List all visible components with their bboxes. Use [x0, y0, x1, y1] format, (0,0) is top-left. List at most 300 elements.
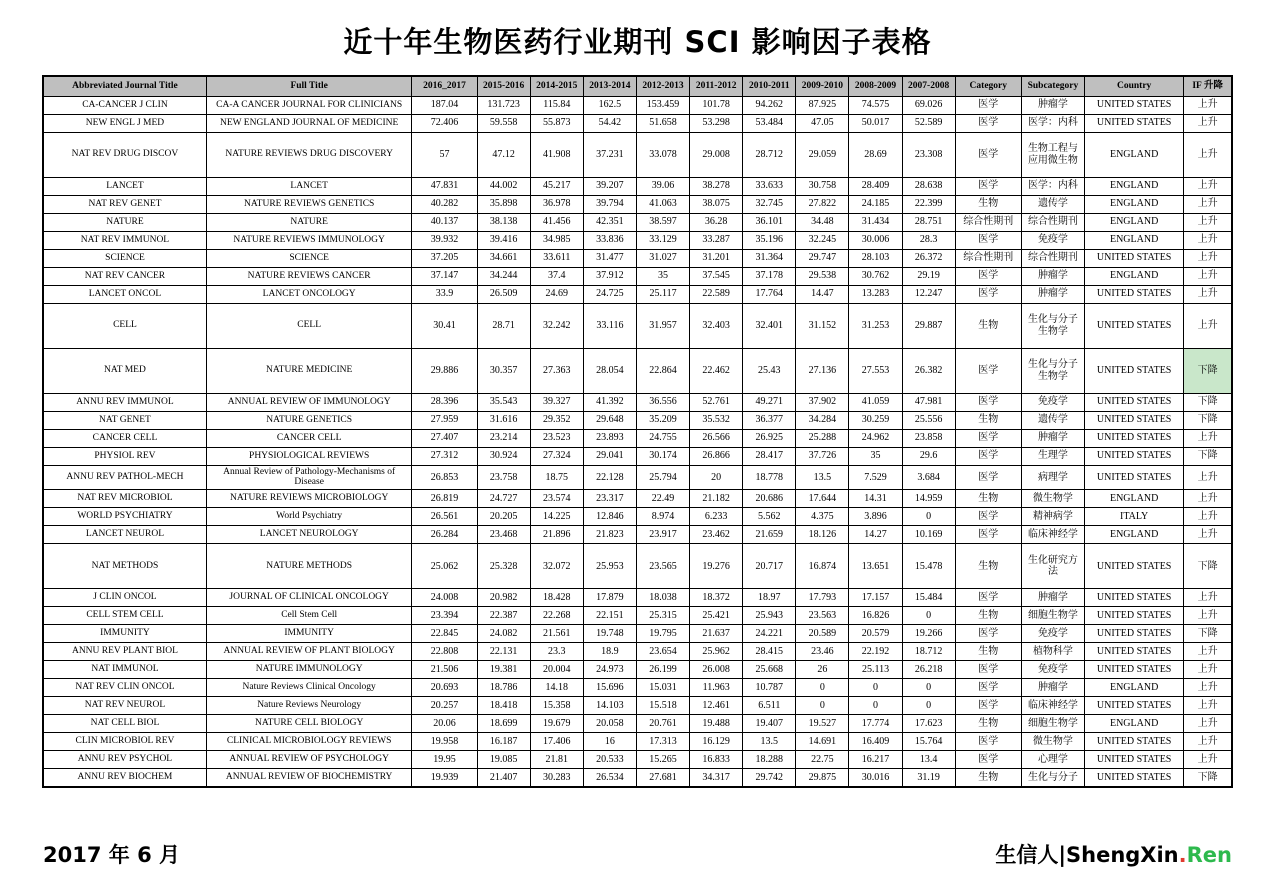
column-header: Country — [1085, 76, 1184, 96]
if-value-cell: 35.532 — [690, 411, 743, 429]
if-value-cell: 19.085 — [477, 751, 530, 769]
column-header: 2007-2008 — [902, 76, 955, 96]
subcategory-cell: 植物科学 — [1021, 643, 1084, 661]
if-value-cell: 27.407 — [412, 429, 477, 447]
brand-green: Ren — [1186, 843, 1232, 867]
journal-full-title-cell: Annual Review of Pathology-Mechanisms of Disease — [206, 465, 412, 490]
subcategory-cell: 心理学 — [1021, 751, 1084, 769]
journal-abbr-cell: NAT GENET — [43, 411, 206, 429]
if-value-cell: 14.225 — [530, 508, 583, 526]
if-value-cell: 22.387 — [477, 607, 530, 625]
table-row — [43, 411, 1232, 429]
if-value-cell: 17.406 — [530, 733, 583, 751]
journal-abbr-cell: CA-CANCER J CLIN — [43, 96, 206, 114]
if-value-cell: 23.394 — [412, 607, 477, 625]
table-row — [43, 697, 1232, 715]
if-value-cell: 33.9 — [412, 285, 477, 303]
if-value-cell: 39.794 — [583, 195, 636, 213]
if-value-cell: 37.912 — [583, 267, 636, 285]
brand-text — [995, 839, 1232, 869]
if-value-cell: 23.574 — [530, 490, 583, 508]
subcategory-cell: 生化与分子生物学 — [1021, 348, 1084, 393]
subcategory-cell: 生化与分子生物学 — [1021, 303, 1084, 348]
journal-abbr-cell: CELL STEM CELL — [43, 607, 206, 625]
if-value-cell: 51.658 — [636, 114, 689, 132]
if-value-cell: 18.786 — [477, 679, 530, 697]
if-value-cell: 20.205 — [477, 508, 530, 526]
subcategory-cell: 免疫学 — [1021, 661, 1084, 679]
if-value-cell: 25.962 — [690, 643, 743, 661]
if-value-cell: 19.276 — [690, 544, 743, 589]
if-value-cell: 23.46 — [796, 643, 849, 661]
if-value-cell: 19.958 — [412, 733, 477, 751]
if-value-cell: 22.49 — [636, 490, 689, 508]
column-header: 2015-2016 — [477, 76, 530, 96]
table-row — [43, 303, 1232, 348]
if-trend-cell: 下降 — [1184, 544, 1232, 589]
if-value-cell: 19.939 — [412, 769, 477, 787]
if-value-cell: 31.19 — [902, 769, 955, 787]
table-row — [43, 733, 1232, 751]
if-value-cell: 22.151 — [583, 607, 636, 625]
journal-full-title-cell: NATURE IMMUNOLOGY — [206, 661, 412, 679]
if-trend-cell: 上升 — [1184, 177, 1232, 195]
if-trend-cell: 上升 — [1184, 607, 1232, 625]
if-value-cell: 28.69 — [849, 132, 902, 177]
if-value-cell: 18.712 — [902, 643, 955, 661]
if-trend-cell: 上升 — [1184, 508, 1232, 526]
if-value-cell: 13.5 — [743, 733, 796, 751]
if-value-cell: 23.3 — [530, 643, 583, 661]
if-value-cell: 40.282 — [412, 195, 477, 213]
country-cell: UNITED STATES — [1085, 285, 1184, 303]
journal-full-title-cell: NATURE REVIEWS IMMUNOLOGY — [206, 231, 412, 249]
table-row — [43, 231, 1232, 249]
country-cell: UNITED STATES — [1085, 661, 1184, 679]
if-value-cell: 31.434 — [849, 213, 902, 231]
subcategory-cell: 病理学 — [1021, 465, 1084, 490]
journal-abbr-cell: NAT REV NEUROL — [43, 697, 206, 715]
if-value-cell: 27.959 — [412, 411, 477, 429]
if-value-cell: 29.19 — [902, 267, 955, 285]
country-cell: ENGLAND — [1085, 679, 1184, 697]
if-value-cell: 22.864 — [636, 348, 689, 393]
if-value-cell: 33.116 — [583, 303, 636, 348]
country-cell: UNITED STATES — [1085, 625, 1184, 643]
country-cell: UNITED STATES — [1085, 544, 1184, 589]
category-cell: 综合性期刊 — [955, 213, 1021, 231]
country-cell: UNITED STATES — [1085, 114, 1184, 132]
table-row — [43, 393, 1232, 411]
subcategory-cell: 综合性期刊 — [1021, 249, 1084, 267]
column-header: 2011-2012 — [690, 76, 743, 96]
if-value-cell: 6.511 — [743, 697, 796, 715]
table-row — [43, 132, 1232, 177]
if-value-cell: 47.05 — [796, 114, 849, 132]
journal-full-title-cell: LANCET NEUROLOGY — [206, 526, 412, 544]
if-value-cell: 22.462 — [690, 348, 743, 393]
if-value-cell: 21.637 — [690, 625, 743, 643]
if-trend-cell: 下降 — [1184, 769, 1232, 787]
if-value-cell: 3.684 — [902, 465, 955, 490]
column-header: IF 升降 — [1184, 76, 1232, 96]
if-value-cell: 24.755 — [636, 429, 689, 447]
if-value-cell: 27.363 — [530, 348, 583, 393]
if-value-cell: 21.823 — [583, 526, 636, 544]
country-cell: ENGLAND — [1085, 490, 1184, 508]
journal-full-title-cell: NEW ENGLAND JOURNAL OF MEDICINE — [206, 114, 412, 132]
if-value-cell: 47.831 — [412, 177, 477, 195]
subcategory-cell: 精神病学 — [1021, 508, 1084, 526]
table-row — [43, 249, 1232, 267]
subcategory-cell: 肿瘤学 — [1021, 679, 1084, 697]
if-value-cell: 0 — [849, 697, 902, 715]
if-value-cell: 10.169 — [902, 526, 955, 544]
journal-abbr-cell: NAT METHODS — [43, 544, 206, 589]
if-value-cell: 28.054 — [583, 348, 636, 393]
if-value-cell: 28.751 — [902, 213, 955, 231]
if-value-cell: 27.681 — [636, 769, 689, 787]
if-value-cell: 12.846 — [583, 508, 636, 526]
if-value-cell: 20.717 — [743, 544, 796, 589]
category-cell: 生物 — [955, 607, 1021, 625]
if-value-cell: 32.242 — [530, 303, 583, 348]
category-cell: 医学 — [955, 526, 1021, 544]
category-cell: 医学 — [955, 177, 1021, 195]
if-value-cell: 16 — [583, 733, 636, 751]
if-value-cell: 28.71 — [477, 303, 530, 348]
journal-full-title-cell: NATURE MEDICINE — [206, 348, 412, 393]
if-trend-cell: 上升 — [1184, 114, 1232, 132]
if-value-cell: 13.4 — [902, 751, 955, 769]
header-row — [43, 76, 1232, 96]
if-value-cell: 35.196 — [743, 231, 796, 249]
journal-full-title-cell: Cell Stem Cell — [206, 607, 412, 625]
journal-abbr-cell: SCIENCE — [43, 249, 206, 267]
if-value-cell: 39.416 — [477, 231, 530, 249]
if-value-cell: 14.959 — [902, 490, 955, 508]
subcategory-cell: 综合性期刊 — [1021, 213, 1084, 231]
if-value-cell: 19.381 — [477, 661, 530, 679]
journal-full-title-cell: Nature Reviews Neurology — [206, 697, 412, 715]
category-cell: 医学 — [955, 429, 1021, 447]
table-row — [43, 544, 1232, 589]
if-value-cell: 53.484 — [743, 114, 796, 132]
if-value-cell: 30.259 — [849, 411, 902, 429]
journal-abbr-cell: NAT CELL BIOL — [43, 715, 206, 733]
if-value-cell: 26.284 — [412, 526, 477, 544]
subcategory-cell: 医学：内科 — [1021, 114, 1084, 132]
if-value-cell: 21.561 — [530, 625, 583, 643]
if-value-cell: 54.42 — [583, 114, 636, 132]
subcategory-cell: 肿瘤学 — [1021, 285, 1084, 303]
if-value-cell: 39.06 — [636, 177, 689, 195]
journal-abbr-cell: PHYSIOL REV — [43, 447, 206, 465]
if-value-cell: 16.409 — [849, 733, 902, 751]
if-value-cell: 115.84 — [530, 96, 583, 114]
if-value-cell: 33.078 — [636, 132, 689, 177]
country-cell: ENGLAND — [1085, 132, 1184, 177]
if-trend-cell: 上升 — [1184, 715, 1232, 733]
if-value-cell: 37.545 — [690, 267, 743, 285]
if-value-cell: 10.787 — [743, 679, 796, 697]
if-trend-cell: 上升 — [1184, 589, 1232, 607]
if-value-cell: 14.47 — [796, 285, 849, 303]
if-value-cell: 28.638 — [902, 177, 955, 195]
if-value-cell: 36.28 — [690, 213, 743, 231]
if-value-cell: 24.973 — [583, 661, 636, 679]
if-value-cell: 30.283 — [530, 769, 583, 787]
table-row — [43, 465, 1232, 490]
if-value-cell: 87.925 — [796, 96, 849, 114]
journal-full-title-cell: ANNUAL REVIEW OF PSYCHOLOGY — [206, 751, 412, 769]
if-value-cell: 52.761 — [690, 393, 743, 411]
if-value-cell: 32.072 — [530, 544, 583, 589]
if-value-cell: 26 — [796, 661, 849, 679]
if-value-cell: 22.128 — [583, 465, 636, 490]
journal-full-title-cell: LANCET — [206, 177, 412, 195]
country-cell: ENGLAND — [1085, 195, 1184, 213]
if-trend-cell: 下降 — [1184, 393, 1232, 411]
if-trend-cell: 上升 — [1184, 195, 1232, 213]
if-value-cell: 29.538 — [796, 267, 849, 285]
country-cell: UNITED STATES — [1085, 96, 1184, 114]
country-cell: UNITED STATES — [1085, 607, 1184, 625]
if-value-cell: 31.253 — [849, 303, 902, 348]
category-cell: 医学 — [955, 447, 1021, 465]
if-value-cell: 26.008 — [690, 661, 743, 679]
if-value-cell: 34.48 — [796, 213, 849, 231]
journal-abbr-cell: NAT REV MICROBIOL — [43, 490, 206, 508]
if-value-cell: 19.527 — [796, 715, 849, 733]
if-value-cell: 36.556 — [636, 393, 689, 411]
if-value-cell: 16.129 — [690, 733, 743, 751]
if-value-cell: 24.008 — [412, 589, 477, 607]
if-value-cell: 16.217 — [849, 751, 902, 769]
if-value-cell: 26.561 — [412, 508, 477, 526]
if-value-cell: 69.026 — [902, 96, 955, 114]
country-cell: UNITED STATES — [1085, 447, 1184, 465]
category-cell: 生物 — [955, 411, 1021, 429]
if-value-cell: 39.207 — [583, 177, 636, 195]
if-value-cell: 14.31 — [849, 490, 902, 508]
if-value-cell: 34.244 — [477, 267, 530, 285]
subcategory-cell: 临床神经学 — [1021, 697, 1084, 715]
journal-abbr-cell: J CLIN ONCOL — [43, 589, 206, 607]
if-value-cell: 37.147 — [412, 267, 477, 285]
if-value-cell: 38.278 — [690, 177, 743, 195]
category-cell: 医学 — [955, 114, 1021, 132]
if-value-cell: 17.879 — [583, 589, 636, 607]
if-value-cell: 4.375 — [796, 508, 849, 526]
if-value-cell: 16.826 — [849, 607, 902, 625]
subcategory-cell: 生物工程与应用微生物 — [1021, 132, 1084, 177]
footer-date: 2017 年 6 月 — [43, 843, 180, 867]
if-value-cell: 26.853 — [412, 465, 477, 490]
journal-full-title-cell: CELL — [206, 303, 412, 348]
if-value-cell: 153.459 — [636, 96, 689, 114]
if-value-cell: 22.131 — [477, 643, 530, 661]
if-value-cell: 7.529 — [849, 465, 902, 490]
if-value-cell: 29.6 — [902, 447, 955, 465]
if-value-cell: 23.563 — [796, 607, 849, 625]
if-value-cell: 26.382 — [902, 348, 955, 393]
if-value-cell: 27.312 — [412, 447, 477, 465]
if-value-cell: 29.742 — [743, 769, 796, 787]
category-cell: 医学 — [955, 589, 1021, 607]
if-value-cell: 22.399 — [902, 195, 955, 213]
if-value-cell: 28.417 — [743, 447, 796, 465]
if-value-cell: 17.793 — [796, 589, 849, 607]
country-cell: UNITED STATES — [1085, 411, 1184, 429]
journal-abbr-cell: NAT REV IMMUNOL — [43, 231, 206, 249]
if-value-cell: 3.896 — [849, 508, 902, 526]
page-title: 近十年生物医药行业期刊 SCI 影响因子表格 — [343, 25, 932, 59]
if-value-cell: 19.748 — [583, 625, 636, 643]
if-value-cell: 35.543 — [477, 393, 530, 411]
if-value-cell: 22.808 — [412, 643, 477, 661]
subcategory-cell: 微生物学 — [1021, 490, 1084, 508]
if-value-cell: 28.415 — [743, 643, 796, 661]
category-cell: 生物 — [955, 544, 1021, 589]
if-value-cell: 55.873 — [530, 114, 583, 132]
if-value-cell: 21.506 — [412, 661, 477, 679]
subcategory-cell: 生理学 — [1021, 447, 1084, 465]
if-value-cell: 25.556 — [902, 411, 955, 429]
if-value-cell: 11.963 — [690, 679, 743, 697]
column-header: Full Title — [206, 76, 412, 96]
if-value-cell: 25.943 — [743, 607, 796, 625]
if-value-cell: 36.978 — [530, 195, 583, 213]
if-value-cell: 26.819 — [412, 490, 477, 508]
journal-abbr-cell: CELL — [43, 303, 206, 348]
subcategory-cell: 肿瘤学 — [1021, 429, 1084, 447]
if-value-cell: 41.456 — [530, 213, 583, 231]
if-value-cell: 187.04 — [412, 96, 477, 114]
if-value-cell: 28.712 — [743, 132, 796, 177]
if-value-cell: 41.908 — [530, 132, 583, 177]
table-row — [43, 769, 1232, 787]
subcategory-cell: 免疫学 — [1021, 393, 1084, 411]
category-cell: 医学 — [955, 348, 1021, 393]
if-value-cell: 20.693 — [412, 679, 477, 697]
if-value-cell: 44.002 — [477, 177, 530, 195]
journal-abbr-cell: NAT REV CANCER — [43, 267, 206, 285]
journal-abbr-cell: ANNU REV PSYCHOL — [43, 751, 206, 769]
if-value-cell: 15.518 — [636, 697, 689, 715]
if-value-cell: 14.27 — [849, 526, 902, 544]
table-row — [43, 526, 1232, 544]
if-value-cell: 29.648 — [583, 411, 636, 429]
if-value-cell: 18.126 — [796, 526, 849, 544]
if-value-cell: 52.589 — [902, 114, 955, 132]
if-value-cell: 38.075 — [690, 195, 743, 213]
if-value-cell: 8.974 — [636, 508, 689, 526]
if-value-cell: 23.917 — [636, 526, 689, 544]
journal-full-title-cell: CLINICAL MICROBIOLOGY REVIEWS — [206, 733, 412, 751]
if-value-cell: 31.616 — [477, 411, 530, 429]
journal-abbr-cell: NATURE — [43, 213, 206, 231]
if-value-cell: 20.058 — [583, 715, 636, 733]
journal-abbr-cell: NAT MED — [43, 348, 206, 393]
if-value-cell: 21.659 — [743, 526, 796, 544]
country-cell: UNITED STATES — [1085, 589, 1184, 607]
if-trend-cell: 上升 — [1184, 267, 1232, 285]
if-value-cell: 37.726 — [796, 447, 849, 465]
if-value-cell: 33.633 — [743, 177, 796, 195]
category-cell: 医学 — [955, 751, 1021, 769]
if-value-cell: 20.004 — [530, 661, 583, 679]
if-value-cell: 25.953 — [583, 544, 636, 589]
journal-full-title-cell: NATURE REVIEWS DRUG DISCOVERY — [206, 132, 412, 177]
journal-full-title-cell: LANCET ONCOLOGY — [206, 285, 412, 303]
column-header: Subcategory — [1021, 76, 1084, 96]
if-value-cell: 33.129 — [636, 231, 689, 249]
subcategory-cell: 遗传学 — [1021, 195, 1084, 213]
if-value-cell: 30.762 — [849, 267, 902, 285]
table-row — [43, 177, 1232, 195]
if-value-cell: 74.575 — [849, 96, 902, 114]
if-value-cell: 12.247 — [902, 285, 955, 303]
column-header: 2012-2013 — [636, 76, 689, 96]
table-header-row — [43, 76, 1232, 96]
if-value-cell: 23.565 — [636, 544, 689, 589]
journal-abbr-cell: CLIN MICROBIOL REV — [43, 733, 206, 751]
if-value-cell: 40.137 — [412, 213, 477, 231]
if-value-cell: 18.428 — [530, 589, 583, 607]
brand-dot: . — [1178, 843, 1187, 867]
subcategory-cell: 肿瘤学 — [1021, 96, 1084, 114]
if-value-cell: 35.898 — [477, 195, 530, 213]
if-value-cell: 24.185 — [849, 195, 902, 213]
country-cell: ITALY — [1085, 508, 1184, 526]
if-value-cell: 23.468 — [477, 526, 530, 544]
if-value-cell: 23.523 — [530, 429, 583, 447]
if-value-cell: 32.245 — [796, 231, 849, 249]
if-value-cell: 17.774 — [849, 715, 902, 733]
if-value-cell: 16.187 — [477, 733, 530, 751]
if-trend-cell: 上升 — [1184, 213, 1232, 231]
country-cell: UNITED STATES — [1085, 429, 1184, 447]
table-row — [43, 490, 1232, 508]
table-row — [43, 715, 1232, 733]
column-header: 2013-2014 — [583, 76, 636, 96]
table-row — [43, 96, 1232, 114]
journal-full-title-cell: NATURE REVIEWS GENETICS — [206, 195, 412, 213]
if-value-cell: 36.377 — [743, 411, 796, 429]
country-cell: ENGLAND — [1085, 177, 1184, 195]
country-cell: UNITED STATES — [1085, 769, 1184, 787]
if-trend-cell: 上升 — [1184, 303, 1232, 348]
if-value-cell: 25.117 — [636, 285, 689, 303]
if-value-cell: 21.896 — [530, 526, 583, 544]
if-value-cell: 131.723 — [477, 96, 530, 114]
subcategory-cell: 微生物学 — [1021, 733, 1084, 751]
journal-full-title-cell: IMMUNITY — [206, 625, 412, 643]
if-value-cell: 18.288 — [743, 751, 796, 769]
category-cell: 医学 — [955, 465, 1021, 490]
if-value-cell: 94.262 — [743, 96, 796, 114]
if-value-cell: 19.795 — [636, 625, 689, 643]
if-value-cell: 12.461 — [690, 697, 743, 715]
if-value-cell: 34.317 — [690, 769, 743, 787]
journal-full-title-cell: ANNUAL REVIEW OF IMMUNOLOGY — [206, 393, 412, 411]
if-value-cell: 41.392 — [583, 393, 636, 411]
if-value-cell: 14.103 — [583, 697, 636, 715]
if-value-cell: 17.313 — [636, 733, 689, 751]
category-cell: 医学 — [955, 679, 1021, 697]
if-trend-cell: 下降 — [1184, 625, 1232, 643]
